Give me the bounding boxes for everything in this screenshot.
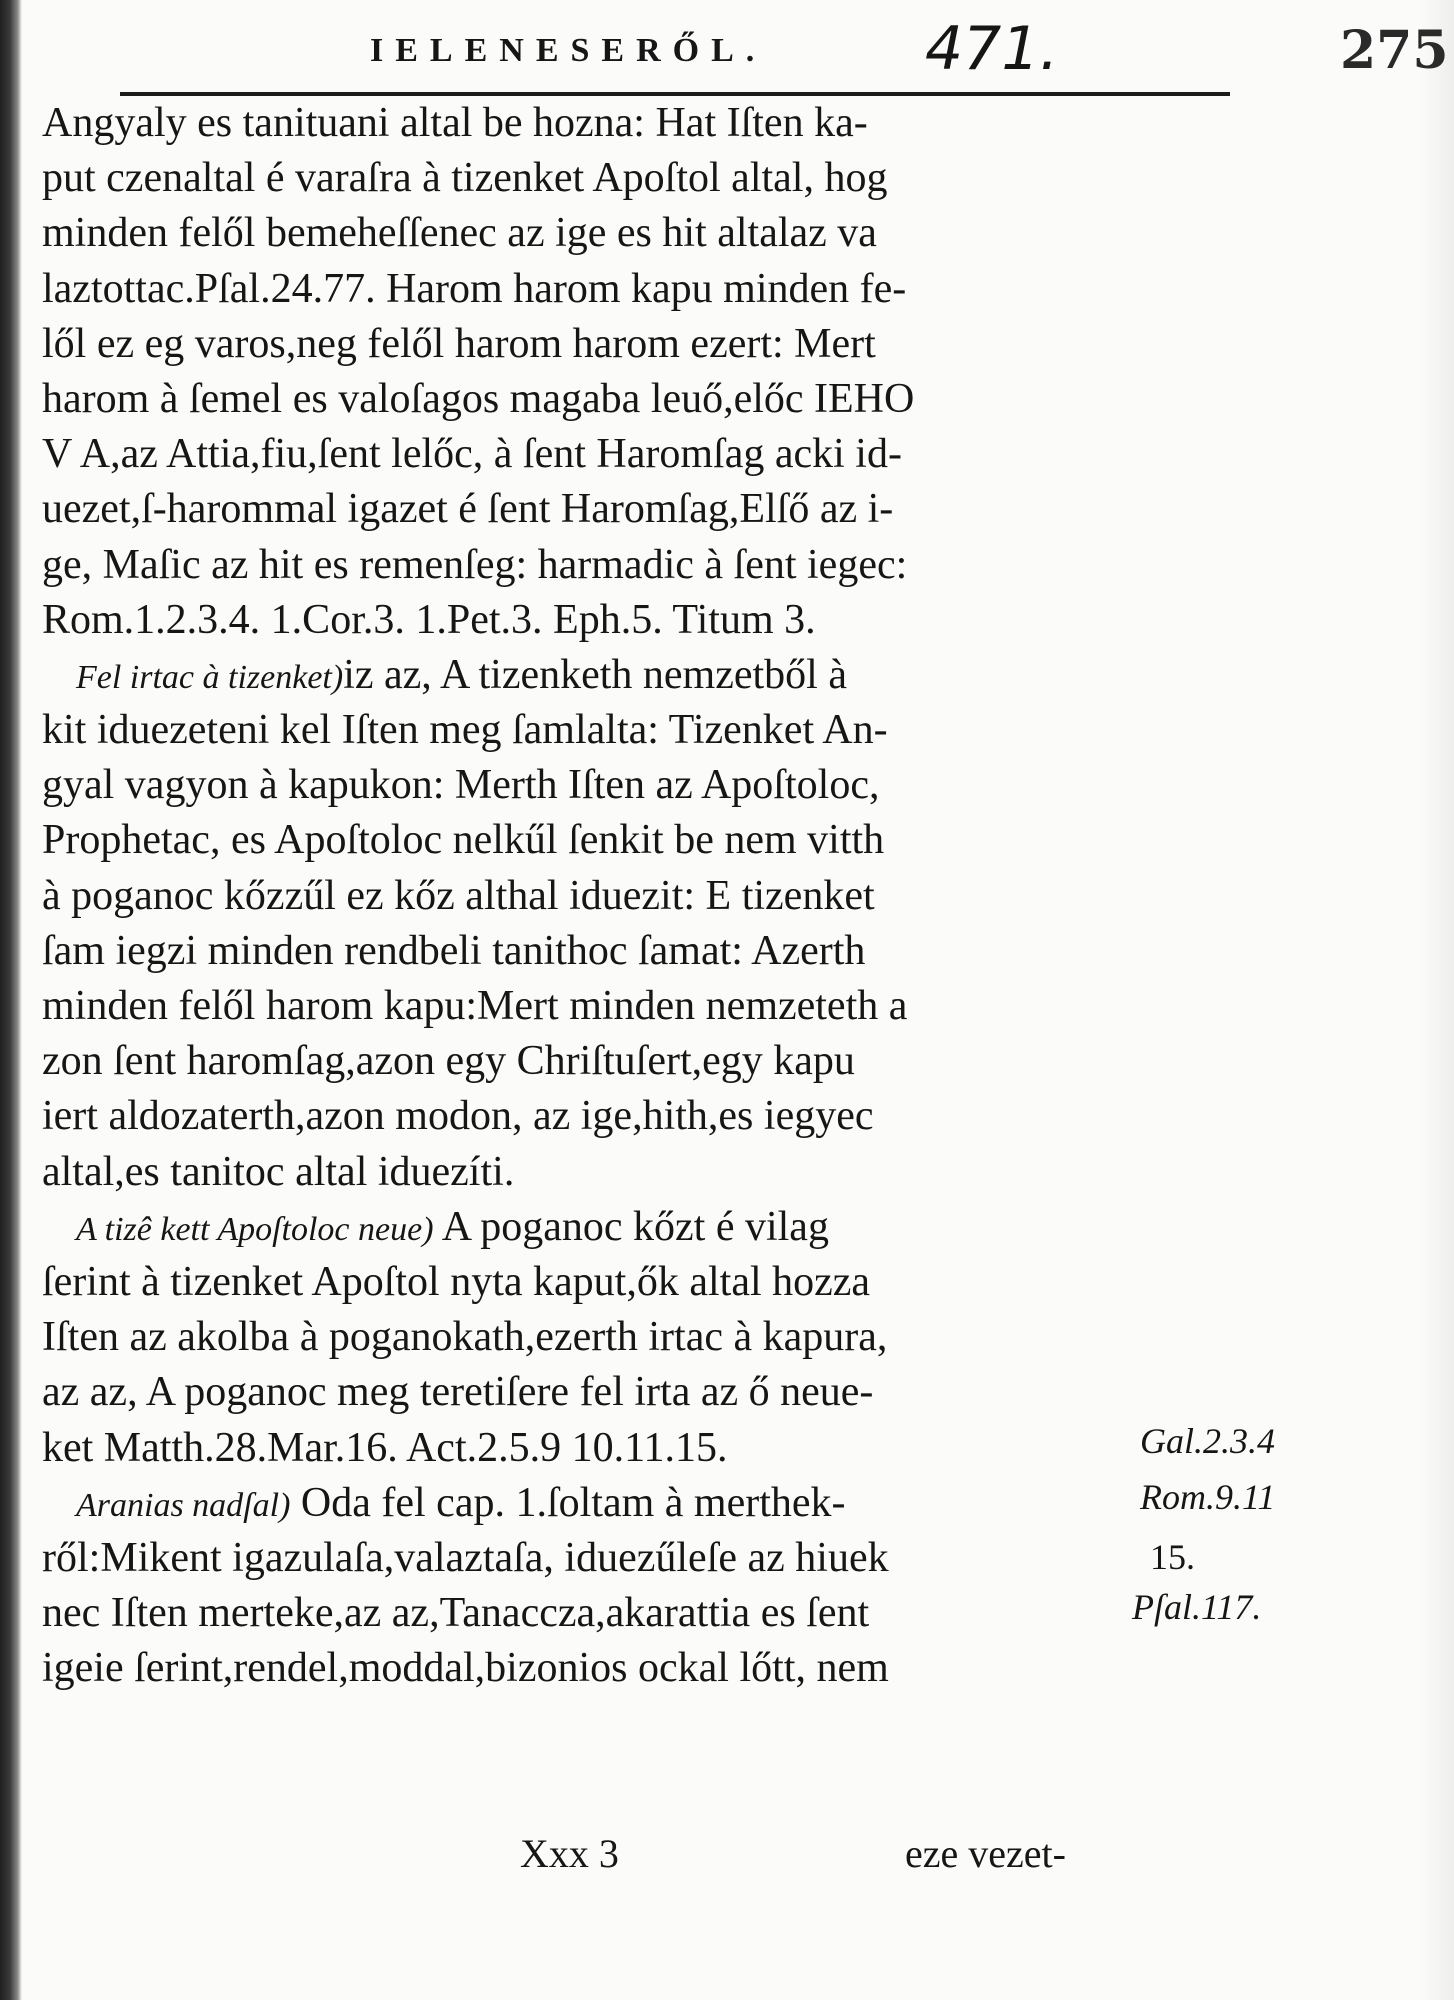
text-line: harom à ſemel es valoſagos magaba leuő,előc IEHO: [42, 375, 915, 422]
text-line: Iſten az akolba à poganokath,ezerth irtac à kapura,: [42, 1314, 888, 1361]
text-line: az az, A poganoc meg teretiſere fel irta az ő neue-: [42, 1369, 874, 1416]
paragraph-start: Fel irtac à tizenket)iz az, A tizenketh nemzetből à: [76, 651, 847, 698]
text-line: Angyaly es tanituani altal be hozna: Hat Iſten ka-: [42, 100, 868, 146]
signature-mark: Xxx 3: [520, 1831, 619, 1876]
text-line: ſerint à tizenket Apoſtol nyta kaput,ők altal hozza: [42, 1258, 871, 1305]
catchword: eze vezet-: [905, 1831, 1066, 1876]
text-line: zon ſent haromſag,azon egy Chriſtuſert,egy kapu: [42, 1038, 855, 1085]
running-head: IELENESERŐL.: [370, 32, 767, 69]
text-line: minden felől harom kapu:Mert minden nemzeteth a: [42, 983, 908, 1029]
stamped-folio-number: 275: [1340, 20, 1449, 81]
text-line: igeie ſerint,rendel,moddal,bizonios ockal lőtt, nem: [42, 1645, 889, 1692]
text-line: minden felől bemeheſſenec az ige es hit altalaz va: [42, 210, 877, 257]
text-line: Prophetac, es Apoſtoloc nelkűl ſenkit be nem vitth: [42, 817, 885, 864]
text-line: iert aldozaterth,azon modon, az ige,hith,es iegyec: [42, 1093, 874, 1140]
text-line: lől ez eg varos,neg felől harom harom ezert: Mert: [42, 320, 876, 367]
body-text: [42, 96, 1182, 1696]
text-line: kit iduezeteni kel Iſten meg ſamlalta: Tizenket An-: [42, 707, 888, 754]
paragraph-start: Aranias nadſal) Oda fel cap. 1.ſoltam à merthek-: [76, 1479, 846, 1526]
text-line: ſam iegzi minden rendbeli tanithoc ſamat: Azerth: [42, 927, 866, 974]
paragraph-start: A tizê kett Apoſtoloc neue) A poganoc kőzt é vilag: [76, 1203, 829, 1250]
margin-reference: Pſal.117.: [1132, 1587, 1262, 1627]
page-edge: [1420, 0, 1454, 2000]
text-line: V A,az Attia,fiu,ſent lelőc, à ſent Haromſag acki id-: [42, 431, 902, 478]
text-line: à poganoc kőzzűl ez kőz althal iduezit: E tizenket: [42, 872, 875, 919]
handwritten-page-number: 471.: [925, 14, 1059, 84]
lemma: Aranias nadſal): [76, 1486, 291, 1524]
lemma: Fel irtac à tizenket): [76, 658, 344, 696]
text-line: nec Iſten merteke,az az,Tanaccza,akarattia es ſent: [42, 1590, 870, 1637]
text-line: gyal vagyon à kapukon: Merth Iſten az Apoſtoloc,: [42, 762, 880, 809]
text-line: altal,es tanitoc altal iduezíti.: [42, 1148, 515, 1195]
text-line: ket Matth.28.Mar.16. Act.2.5.9 10.11.15.: [42, 1424, 728, 1471]
text-line: uezet,ſ-harommal igazet é ſent Haromſag,Elſő az i-: [42, 486, 894, 533]
lemma: A tizê kett Apoſtoloc neue): [76, 1210, 434, 1248]
text-line: ről:Mikent igazulaſa,valaztaſa, iduezűleſe az hiuek: [42, 1534, 889, 1581]
text-line: put czenaltal é varaſra à tizenket Apoſtol altal, hog: [42, 155, 888, 202]
margin-reference: 15.: [1150, 1537, 1195, 1577]
binding-gutter: [0, 0, 22, 2000]
text-line: laztottac.Pſal.24.77. Harom harom kapu minden fe-: [42, 265, 907, 312]
text-line: Rom.1.2.3.4. 1.Cor.3. 1.Pet.3. Eph.5. Titum 3.: [42, 596, 816, 643]
margin-reference: Gal.2.3.4: [1140, 1421, 1275, 1461]
margin-reference: Rom.9.11: [1140, 1477, 1276, 1517]
text-line: ge, Maſic az hit es remenſeg: harmadic à ſent iegec:: [42, 541, 908, 588]
